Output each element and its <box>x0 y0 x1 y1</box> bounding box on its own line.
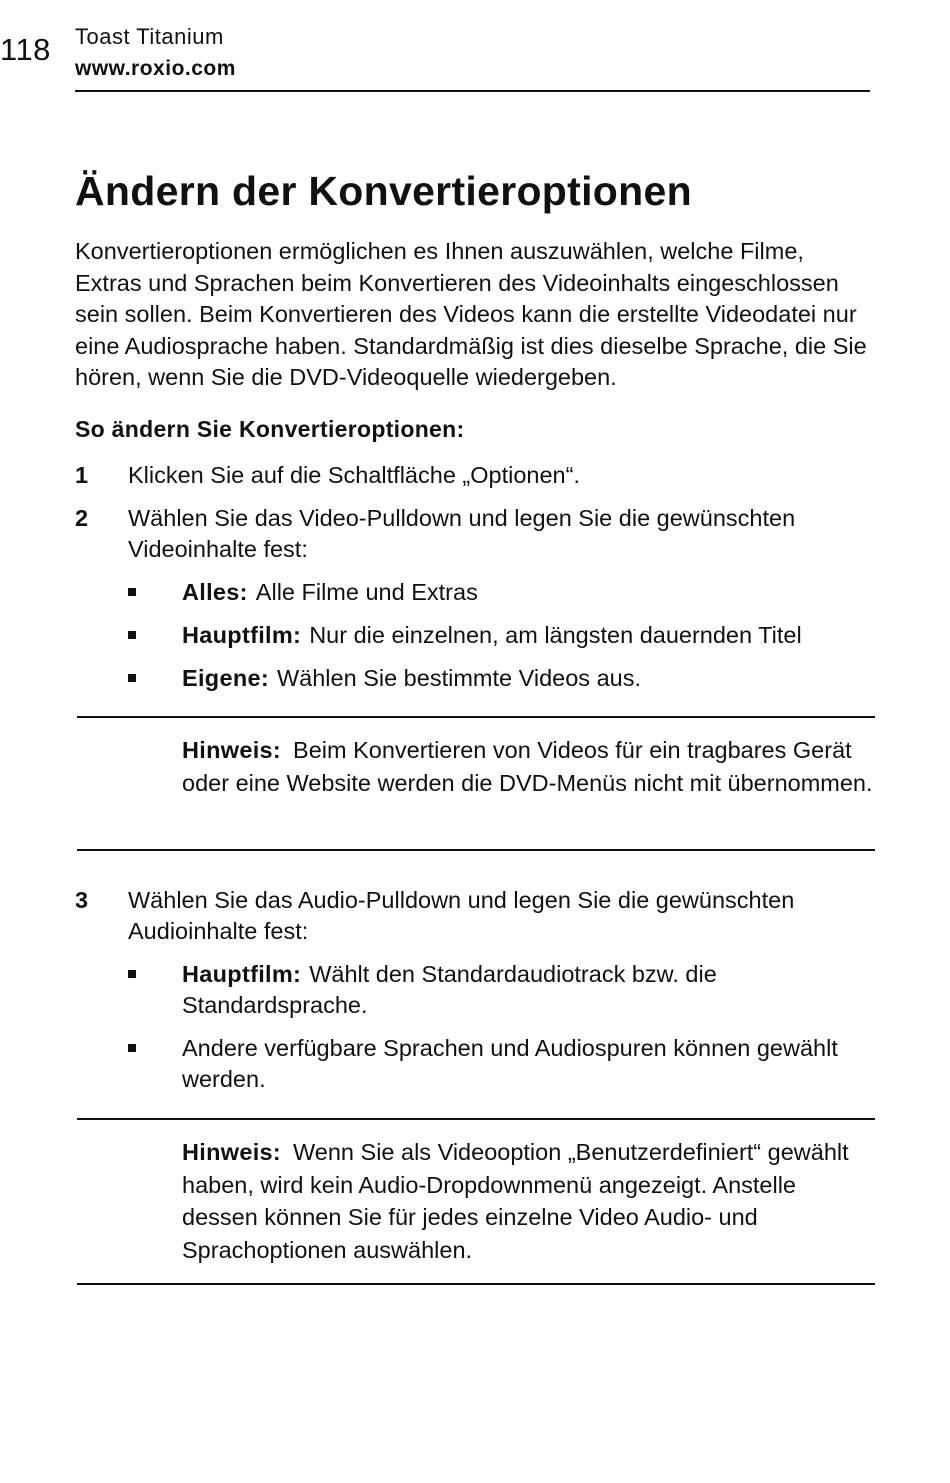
note-audio <box>182 1136 877 1266</box>
bullet-icon <box>128 631 136 639</box>
note-divider-top <box>77 716 875 718</box>
note-video <box>182 734 877 799</box>
bullet-term: Hauptfilm: <box>182 961 302 987</box>
bullet-term: Hauptfilm: <box>182 622 302 648</box>
header-product-name: Toast Titanium <box>75 24 224 49</box>
page-number: 118 <box>0 32 51 67</box>
bullet-icon <box>128 970 136 978</box>
bullet-term: Alles: <box>182 579 248 605</box>
intro-paragraph: Konvertieroptionen ermöglichen es Ihnen auszuwählen, welche Filme, Extras und Sprachen beim Konvertieren des Videoinhalts eingeschlossen sein sollen. Beim Konvertieren des Videos kann die erstellte Videodatei nur eine Audiosprache haben. Standardmäßig ist dies dieselbe Sprache, die Sie hören, wenn Sie die DVD-Videoquelle wiedergeben. <box>75 238 867 390</box>
note-text: Wenn Sie als Videooption „Benutzerdefiniert“ gewählt haben, wird kein Audio-Dropdownmenü angezeigt. Anstelle dessen können Sie für jedes einzelne Video Audio- und Sprachoptionen auswählen. <box>182 1139 849 1263</box>
step-number: 3 <box>75 887 89 913</box>
list-item <box>128 1033 873 1095</box>
list-item <box>128 663 873 694</box>
note-label: Hinweis: <box>182 1139 282 1165</box>
bullet-text: Andere verfügbare Sprachen und Audiospuren können gewählt werden. <box>182 1035 838 1092</box>
bullet-icon <box>128 588 136 596</box>
step-1 <box>75 460 875 491</box>
list-item <box>128 620 873 651</box>
bullet-text: Wählt den Standardaudiotrack bzw. die Standardsprache. <box>182 961 717 1018</box>
note-text: Beim Konvertieren von Videos für ein tragbares Gerät oder eine Website werden die DVD-Menüs nicht mit übernommen. <box>182 737 873 796</box>
bullet-text: Nur die einzelnen, am längsten dauernden Titel <box>309 622 802 648</box>
note-divider-bottom <box>77 849 875 851</box>
procedure-heading: So ändern Sie Konvertieroptionen: <box>75 416 465 442</box>
note-label: Hinweis: <box>182 737 282 763</box>
step-3 <box>75 885 875 947</box>
list-item <box>128 577 873 608</box>
bullet-icon <box>128 1044 136 1052</box>
step-text: Wählen Sie das Audio-Pulldown und legen Sie die gewünschten Audioinhalte fest: <box>128 887 795 944</box>
bullet-icon <box>128 674 136 682</box>
step-number: 1 <box>75 462 89 488</box>
step-number: 2 <box>75 505 89 531</box>
step-2 <box>75 503 875 565</box>
bullet-term: Eigene: <box>182 665 269 691</box>
note-divider-bottom <box>77 1283 875 1285</box>
step-text: Wählen Sie das Video-Pulldown und legen Sie die gewünschten Videoinhalte fest: <box>128 505 796 562</box>
list-item <box>128 959 873 1021</box>
header-url: www.roxio.com <box>75 57 236 80</box>
bullet-text: Wählen Sie bestimmte Videos aus. <box>276 665 641 691</box>
page-title: Ändern der Konvertieroptionen <box>75 168 692 214</box>
step-text: Klicken Sie auf die Schaltfläche „Optionen“. <box>128 462 580 488</box>
header-divider <box>75 90 870 92</box>
note-divider-top <box>77 1118 875 1120</box>
bullet-text: Alle Filme und Extras <box>255 579 478 605</box>
